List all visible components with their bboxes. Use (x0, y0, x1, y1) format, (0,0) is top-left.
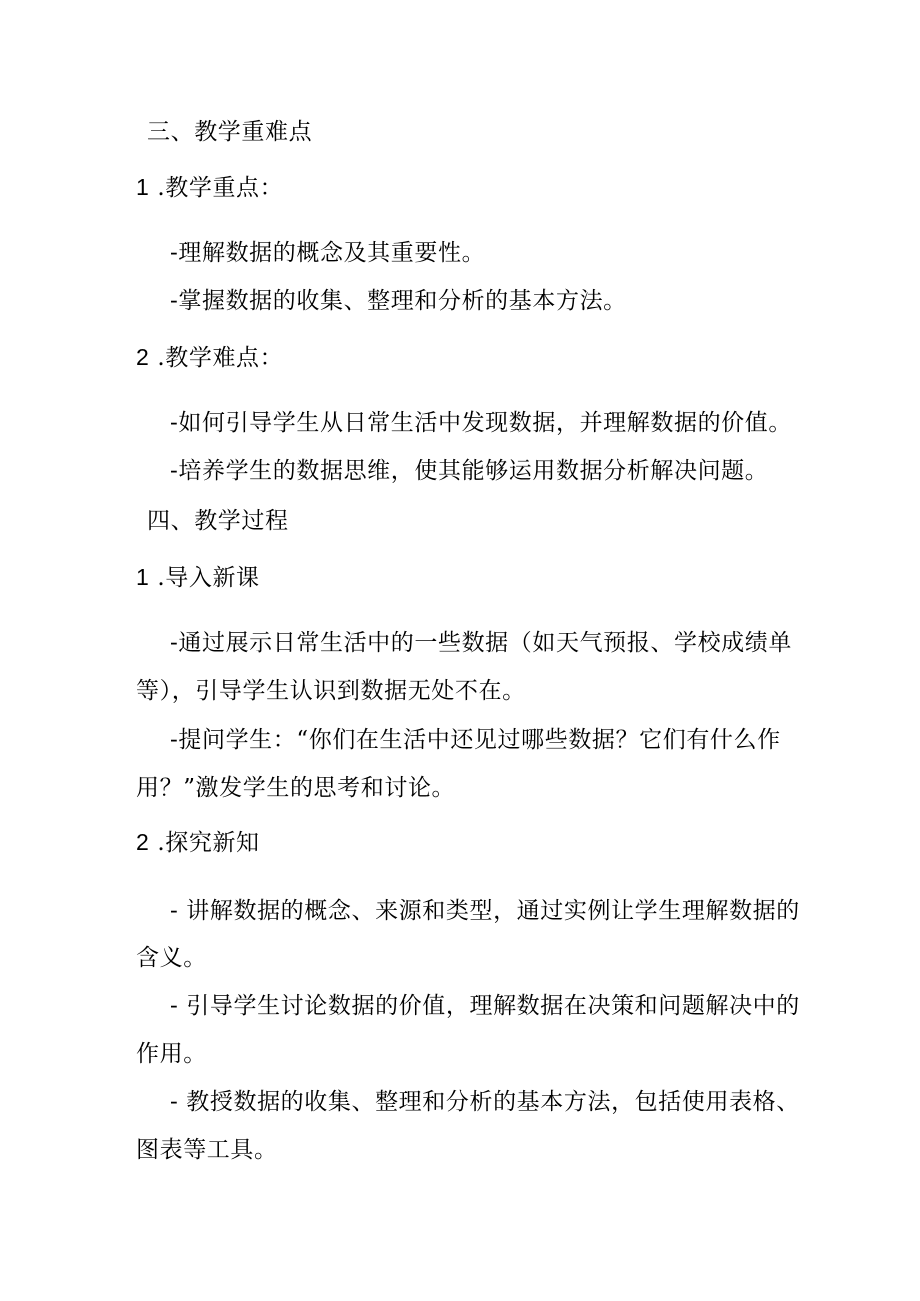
bullet-text-continued: 含义。 (136, 945, 207, 971)
bullet-text-continued: 用？”激发学生的思考和讨论。 (136, 775, 456, 801)
bullet-text: -通过展示日常生活中的一些数据（如天气预报、学校成绩单 (170, 630, 792, 656)
item-heading-explore (136, 828, 260, 857)
item-title: .导入新课 (157, 565, 260, 591)
item-number: 2 (136, 829, 150, 855)
bullet-text-continued: 等），引导学生认识到数据无处不在。 (136, 678, 526, 704)
bullet-text-continued: 图表等工具。 (136, 1137, 278, 1163)
bullet-text: -理解数据的概念及其重要性。 (170, 240, 486, 266)
section-heading-4: 四、教学过程 (147, 508, 289, 534)
item-heading-difficulties (136, 343, 283, 372)
item-title: .教学重点： (157, 175, 284, 201)
bullet-text: -培养学生的数据思维，使其能够运用数据分析解决问题。 (170, 458, 769, 484)
bullet-text-continued: 作用。 (136, 1041, 207, 1067)
bullet-text: -掌握数据的收集、整理和分析的基本方法。 (170, 288, 627, 314)
item-heading-key-points (136, 173, 283, 202)
item-title: .探究新知 (157, 830, 260, 856)
item-number: 1 (136, 174, 150, 200)
item-number: 2 (136, 344, 150, 370)
bullet-text: - 引导学生讨论数据的价值，理解数据在决策和问题解决中的 (170, 993, 800, 1019)
item-title: .教学难点： (157, 345, 284, 371)
item-number: 1 (136, 564, 150, 590)
section-heading-3: 三、教学重难点 (147, 119, 313, 145)
item-heading-intro (136, 563, 260, 592)
bullet-text: -提问学生：“你们在生活中还见过哪些数据？它们有什么作 (170, 727, 781, 753)
bullet-text: - 教授数据的收集、整理和分析的基本方法，包括使用表格、 (170, 1089, 800, 1115)
bullet-text: -如何引导学生从日常生活中发现数据，并理解数据的价值。 (170, 410, 792, 436)
bullet-text: - 讲解数据的概念、来源和类型，通过实例让学生理解数据的 (170, 898, 800, 924)
